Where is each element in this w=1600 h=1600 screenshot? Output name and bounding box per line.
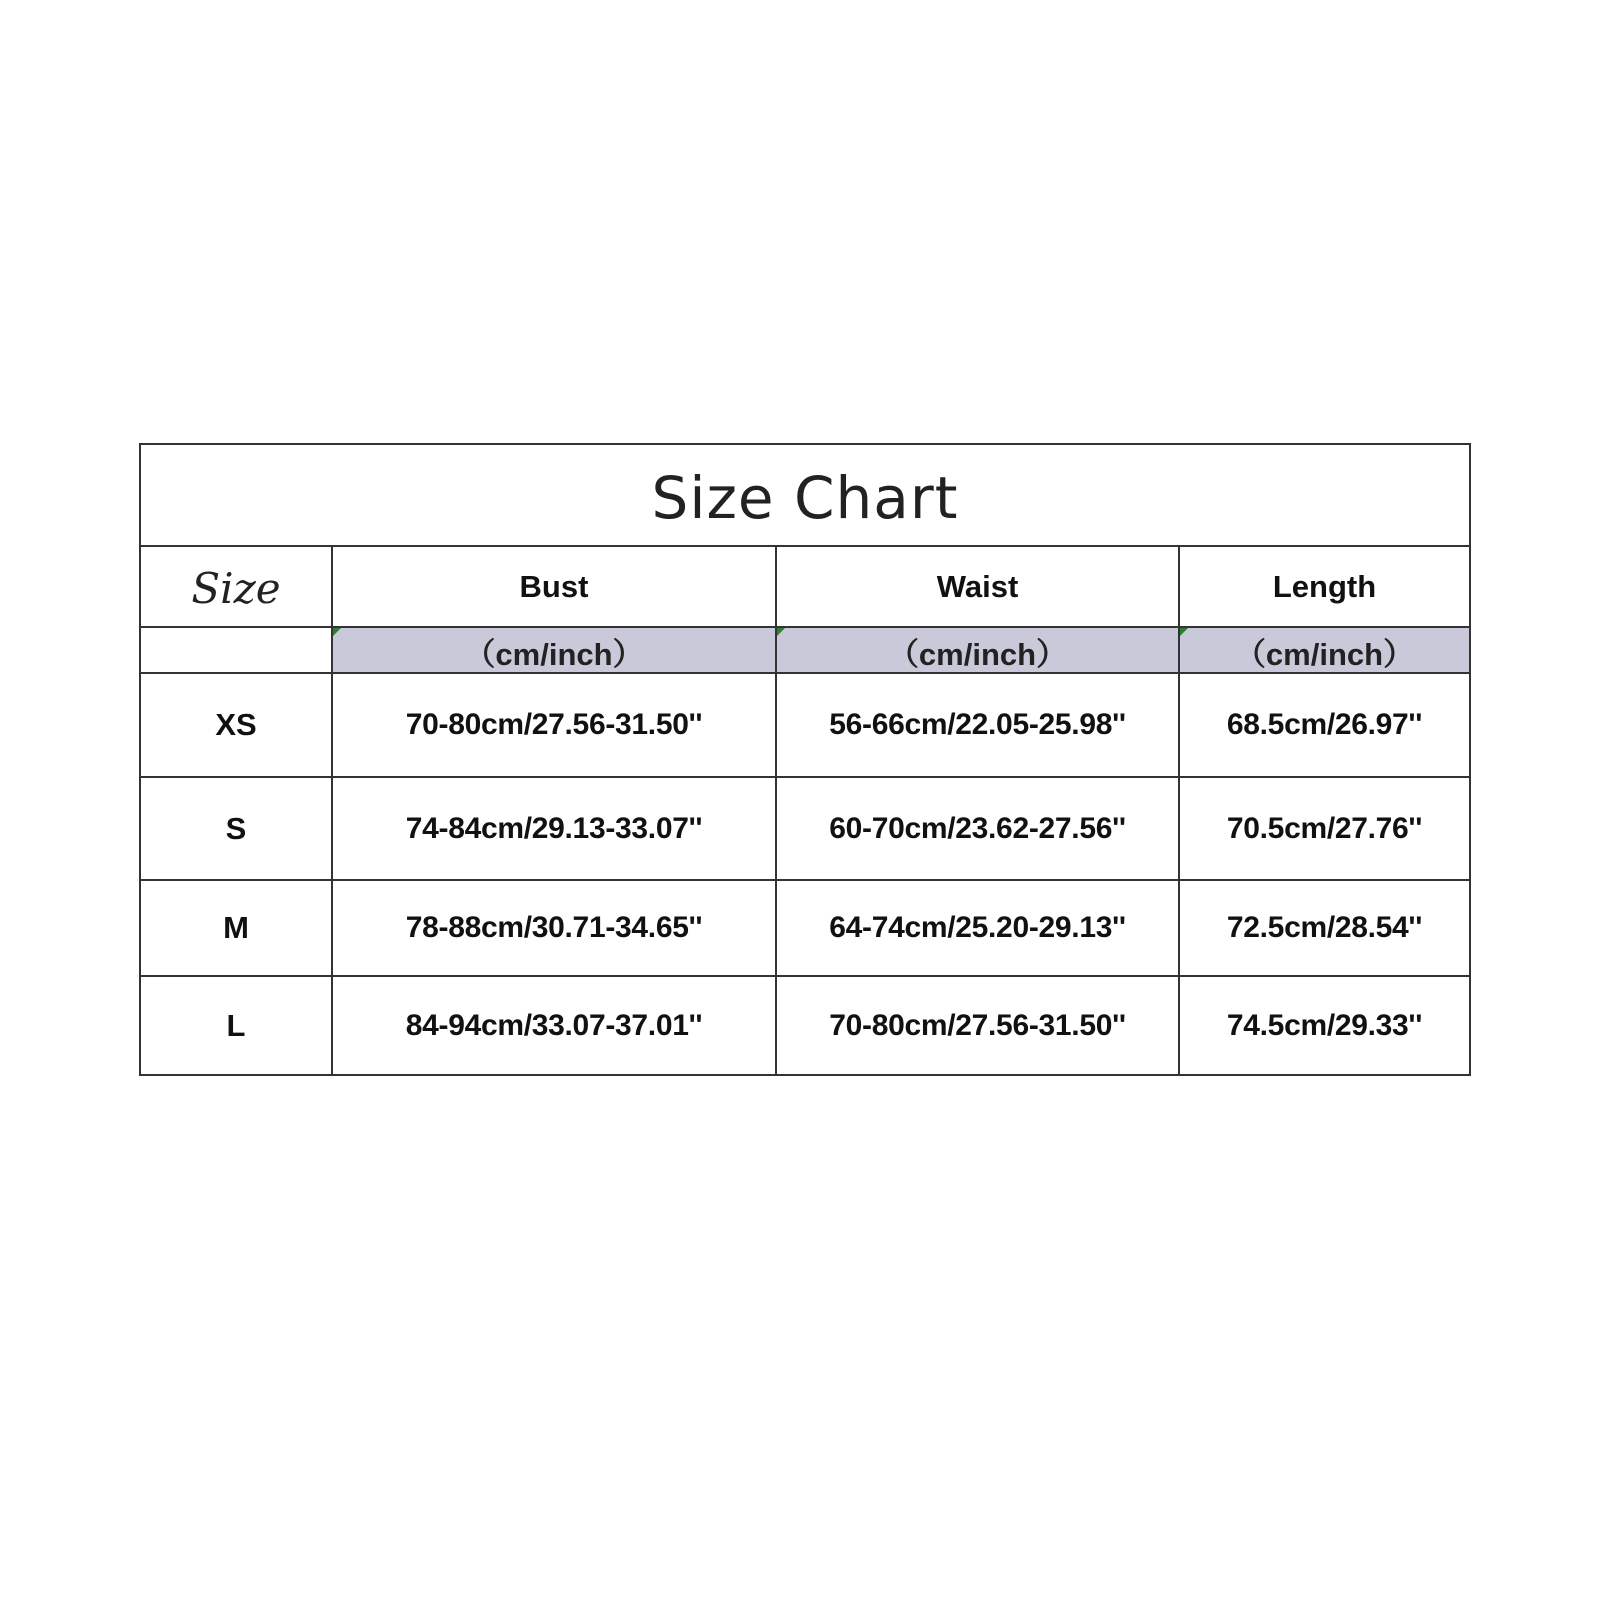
size-label-s: S [141, 778, 333, 881]
length-unit-label: （cm/inch） [1180, 628, 1469, 674]
waist-value-m: 64-74cm/25.20-29.13'' [777, 881, 1180, 977]
length-value-s: 70.5cm/27.76'' [1180, 778, 1469, 881]
bust-value-s: 74-84cm/29.13-33.07'' [333, 778, 777, 881]
waist-value-l: 70-80cm/27.56-31.50'' [777, 977, 1180, 1074]
size-label-xs: XS [141, 674, 333, 778]
size-label-m: M [141, 881, 333, 977]
length-value-l: 74.5cm/29.33'' [1226, 1008, 1423, 1042]
waist-value-s: 60-70cm/23.62-27.56'' [777, 778, 1180, 881]
bust-column-header: Bust [333, 547, 777, 628]
bust-value-xs: 70-80cm/27.56-31.50'' [333, 674, 777, 778]
waist-value-xs: 56-66cm/22.05-25.98'' [777, 674, 1180, 778]
length-column-header: Length [1180, 547, 1469, 628]
chart-title: Size Chart [141, 445, 1469, 547]
length-value-m: 72.5cm/28.54'' [1180, 881, 1469, 977]
bust-unit-label: （cm/inch） [333, 628, 777, 674]
waist-column-header: Waist [777, 547, 1180, 628]
size-label-l: L [141, 977, 333, 1074]
length-value-xs: 68.5cm/26.97'' [1180, 674, 1469, 778]
size-chart-table [139, 443, 1471, 1076]
unit-row-blank [141, 628, 333, 674]
waist-unit-label: （cm/inch） [777, 628, 1180, 674]
size-column-header: Size [141, 547, 333, 628]
bust-value-m: 78-88cm/30.71-34.65'' [333, 881, 777, 977]
bust-value-l: 84-94cm/33.07-37.01'' [333, 977, 777, 1074]
